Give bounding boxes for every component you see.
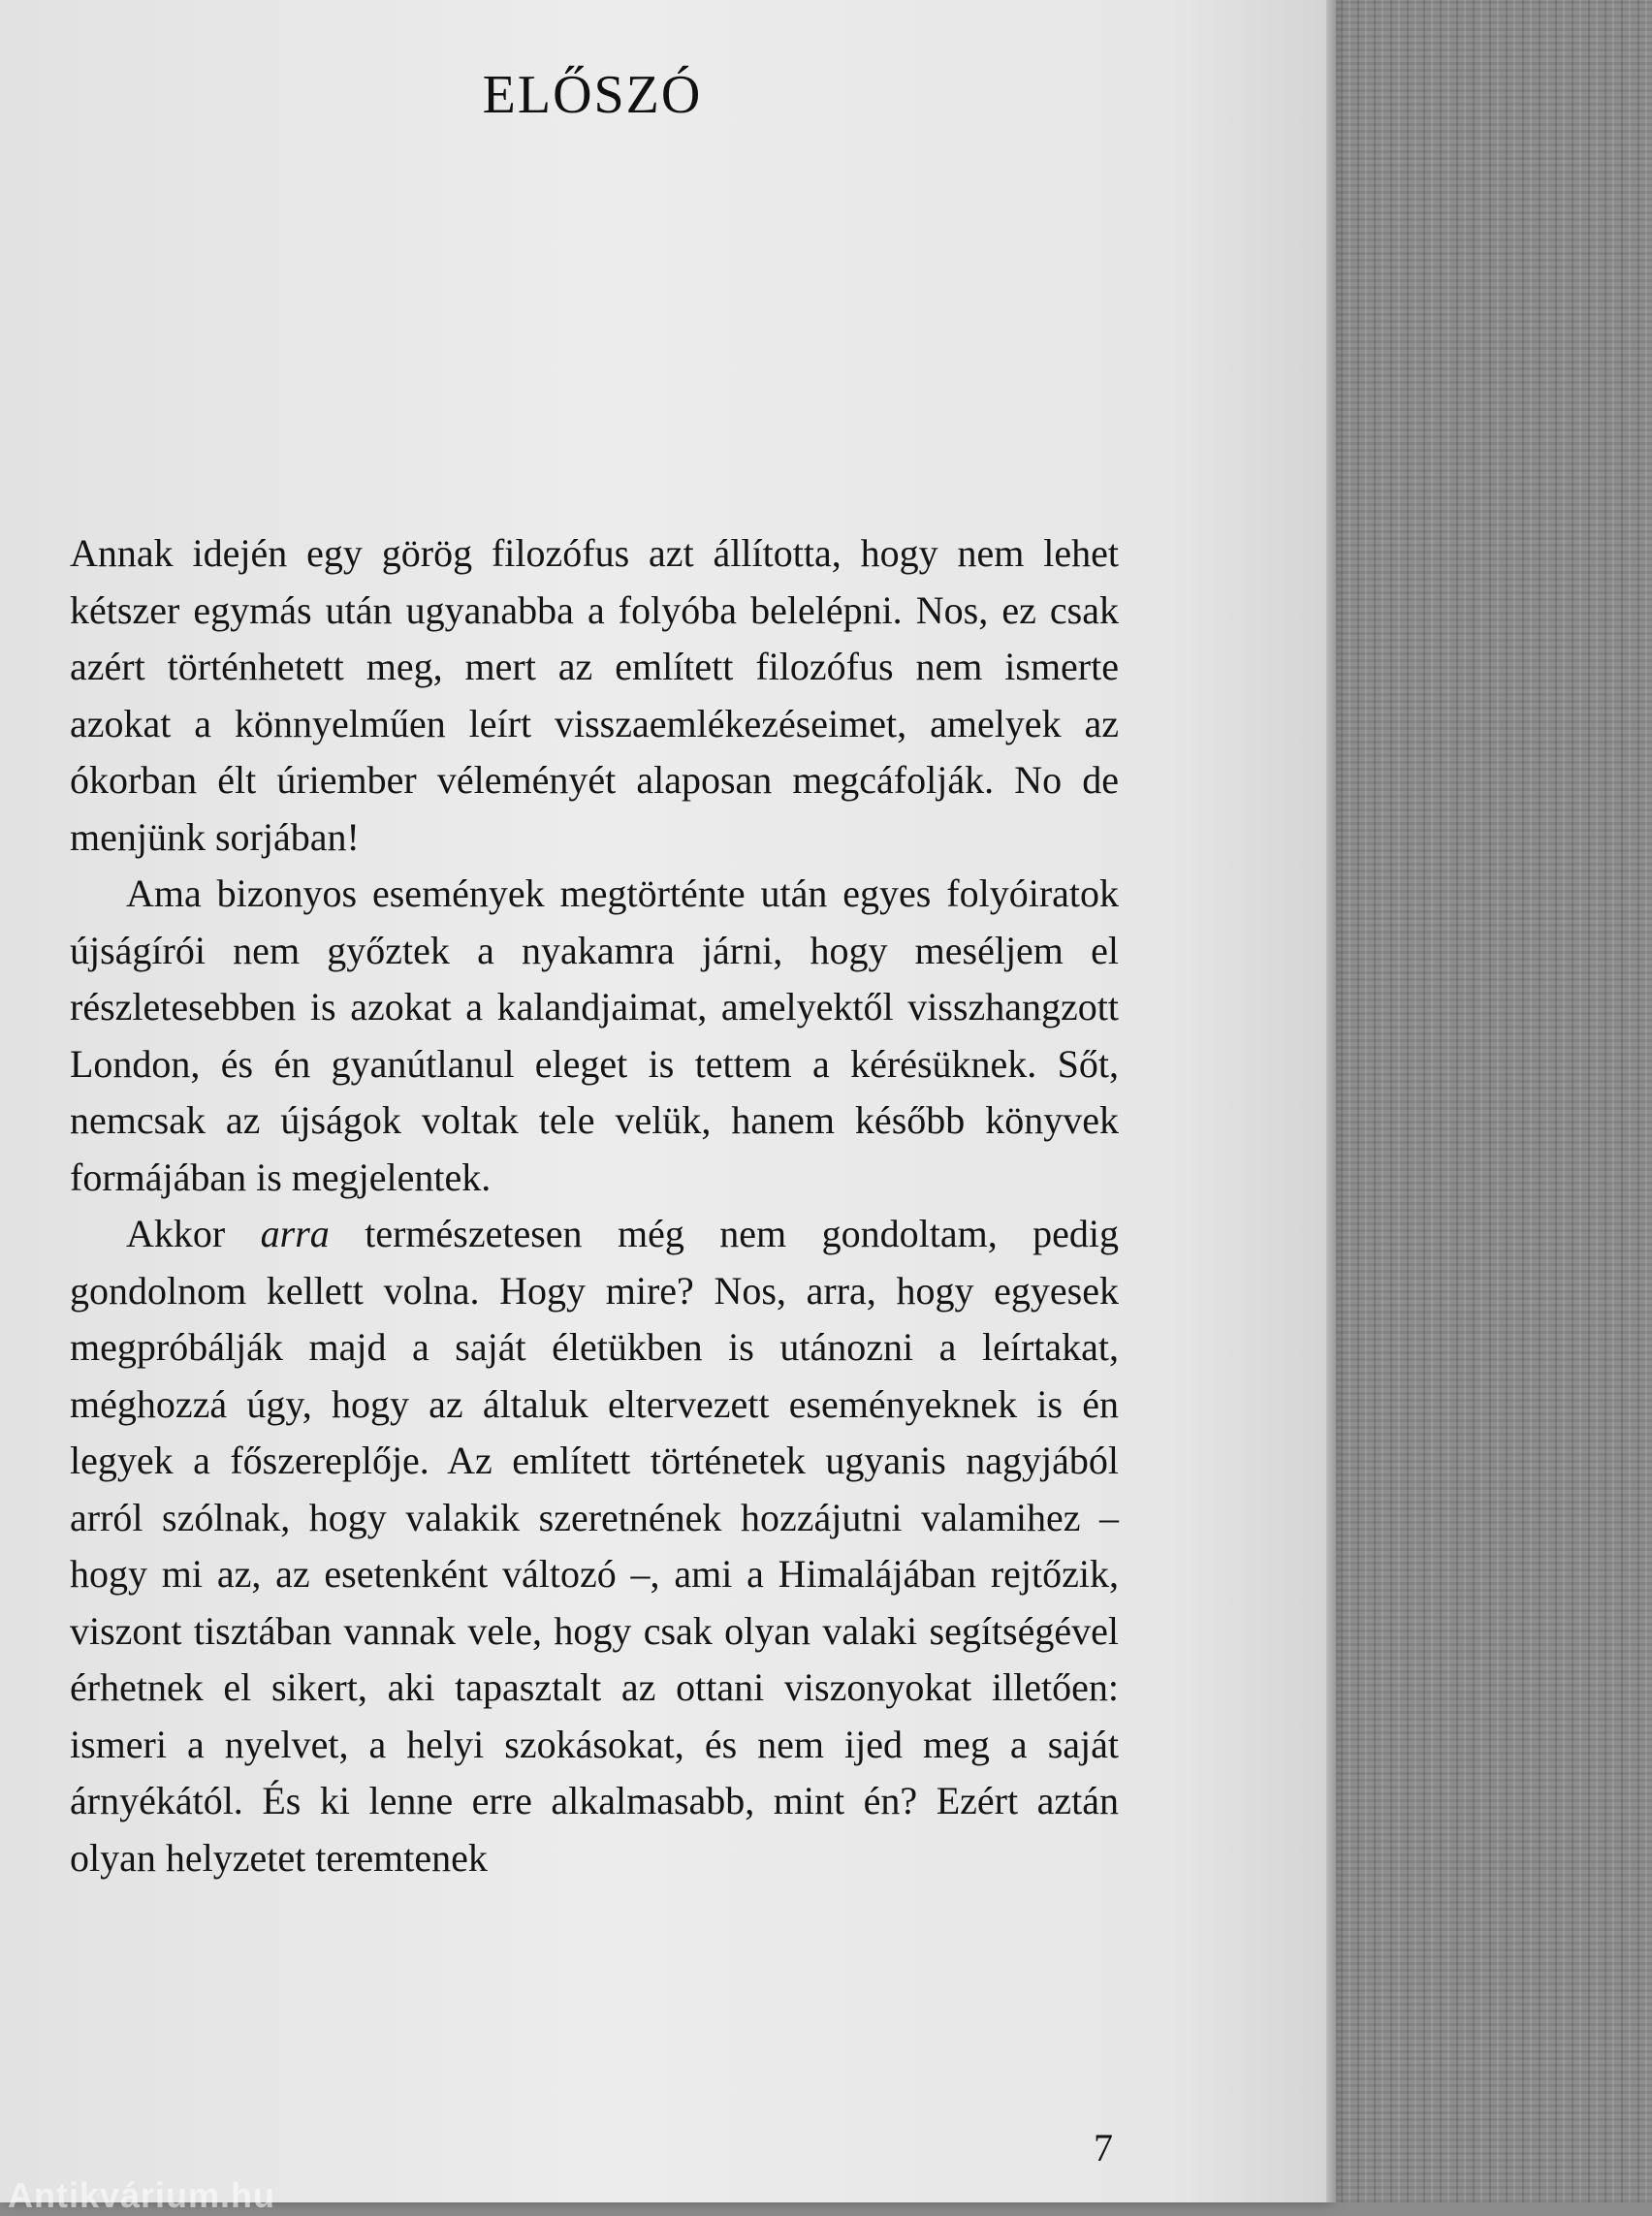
background-surface bbox=[1299, 0, 1652, 2202]
text-segment: Ama bizonyos események megtörténte után egyes folyóiratok újságírói nem győztek a nyakamra járni, hogy meséljem el részletesebben is azokat a kalandjaimat, amelyektől visszhangzott London, és én gyanútlanul eleget is tettem a kérésüknek. Sőt, nemcsak az újságok voltak tele velük, hanem később könyvek formájában is megjelentek. bbox=[70, 871, 1119, 1199]
body-text bbox=[70, 525, 1119, 1886]
page-edge bbox=[1326, 0, 1336, 2202]
text-segment: Annak idején egy görög filozófus azt állította, hogy nem lehet kétszer egymás után ugyanabba a folyóba belelépni. Nos, ez csak azért történhetett meg, mert az említett filozófus nem ismerte azokat a könnyelműen leírt visszaemlékezéseimet, amelyek az ókorban élt úriember véleményét alaposan megcáfolják. No de menjünk sorjában! bbox=[70, 531, 1119, 859]
paragraph bbox=[70, 1206, 1119, 1886]
italic-text: arra bbox=[260, 1212, 330, 1255]
chapter-title: ELŐSZÓ bbox=[482, 65, 703, 125]
text-segment: Akkor bbox=[126, 1212, 261, 1255]
paragraph bbox=[70, 866, 1119, 1206]
paragraph bbox=[70, 525, 1119, 866]
page-number: 7 bbox=[1094, 2126, 1113, 2169]
watermark: Antikvárium.hu bbox=[8, 2175, 276, 2215]
text-segment: természetesen még nem gondoltam, pedig gondolnom kellett volna. Hogy mire? Nos, arra, hogy egyesek megpróbálják majd a saját életükben is utánozni a leírtakat, méghozzá úgy, hogy az általuk eltervezett eseményeknek is én legyek a főszereplője. Az említett történetek ugyanis nagyjából arról szólnak, hogy valakik szeretnének hozzájutni valamihez – hogy mi az, az esetenként változó –, ami a Himalájában rejtőzik, viszont tisztában vannak vele, hogy csak olyan valaki segítségével érhetnek el sikert, aki tapasztalt az ottani viszonyokat illetően: ismeri a nyelvet, a helyi szokásokat, és nem ijed meg a saját árnyékától. És ki lenne erre alkalmasabb, mint én? Ezért aztán olyan helyzetet teremtenek bbox=[70, 1212, 1119, 1880]
